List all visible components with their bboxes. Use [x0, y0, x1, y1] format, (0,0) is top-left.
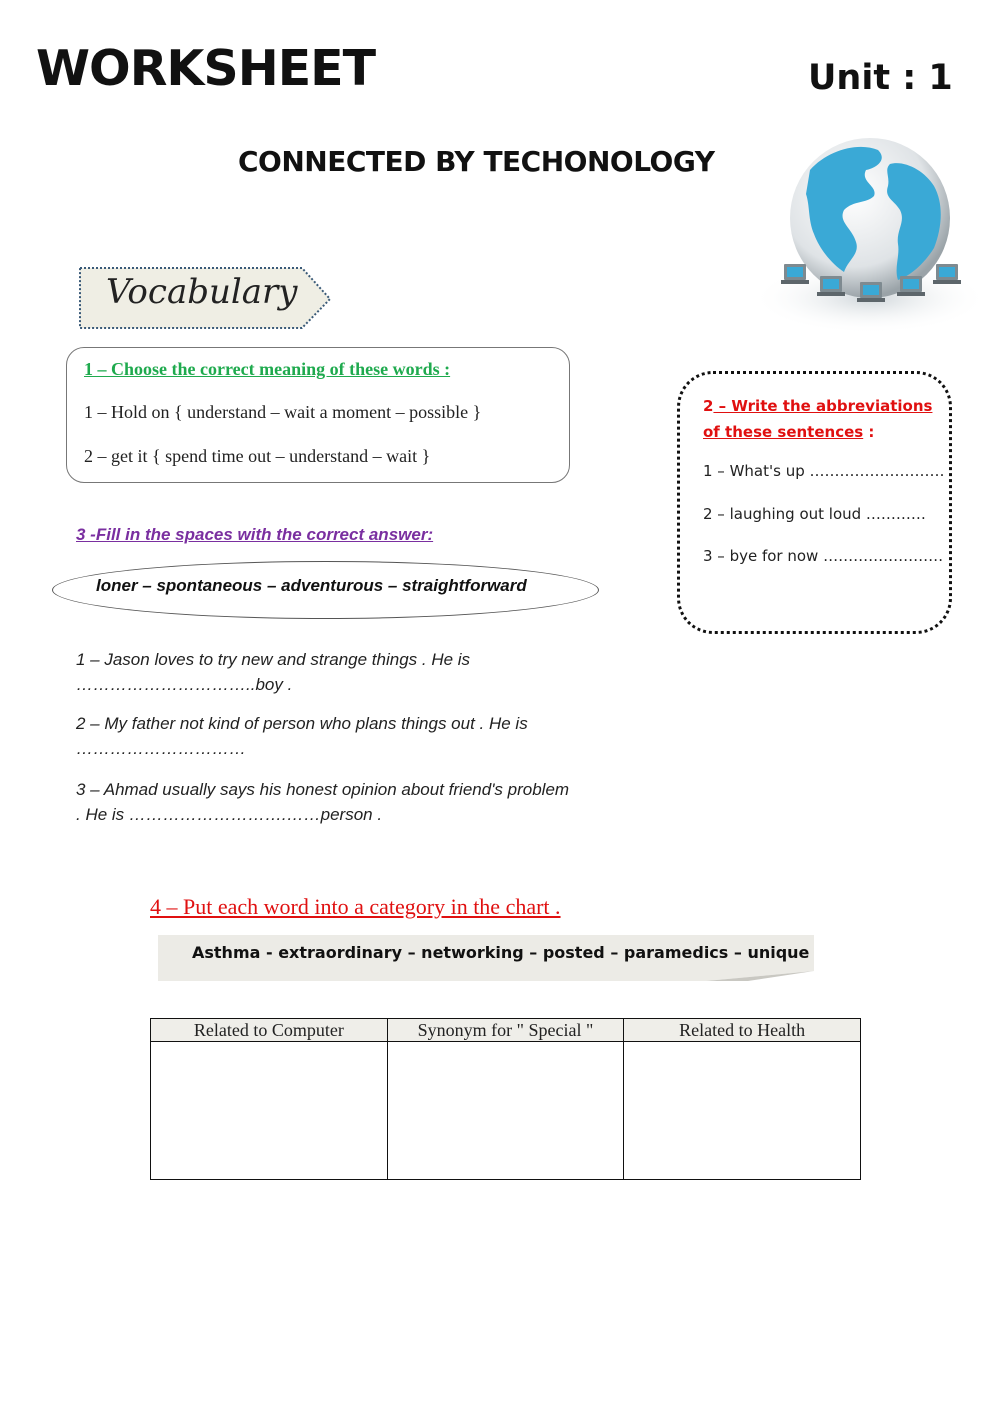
- category-chart: [150, 1018, 861, 1180]
- question-3-word-bank: loner – spontaneous – adventurous – straightforward: [96, 576, 527, 595]
- question-2-heading-colon: :: [863, 423, 875, 441]
- question-2-item: 1 – What's up ………………………: [703, 462, 945, 480]
- question-1-heading: 1 – Choose the correct meaning of these words :: [84, 359, 451, 379]
- question-2-number: 2: [703, 397, 714, 415]
- answer-cell-health[interactable]: [624, 1042, 861, 1180]
- question-1-item: 1 – Hold on { understand – wait a moment – possible }: [84, 402, 482, 422]
- question-4-heading: 4 – Put each word into a category in the chart .: [150, 894, 561, 919]
- chart-answer-row: [151, 1042, 861, 1180]
- chart-header-health: Related to Health: [624, 1019, 861, 1042]
- question-2-item: 3 – bye for now ……………………: [703, 547, 944, 565]
- question-2-item: 2 – laughing out loud …………: [703, 505, 926, 523]
- question-1-item: 2 – get it { spend time out – understand – wait }: [84, 446, 431, 466]
- question-3-item: 2 – My father not kind of person who plans things out . He is …………………………: [76, 714, 528, 758]
- question-2-heading: [703, 393, 933, 445]
- worksheet-title: WORKSHEET: [36, 40, 376, 97]
- chart-header-special: Synonym for " Special ": [387, 1019, 624, 1042]
- chart-header-computer: Related to Computer: [151, 1019, 388, 1042]
- question-4-word-bank: Asthma - extraordinary – networking – posted – paramedics – unique: [192, 943, 810, 962]
- answer-cell-computer[interactable]: [151, 1042, 388, 1180]
- globe-network-icon: [748, 130, 992, 340]
- vocabulary-label: Vocabulary: [106, 272, 298, 312]
- question-3-item: 3 – Ahmad usually says his honest opinion about friend's problem . He is ……………………….……person .: [76, 780, 570, 824]
- chart-header-row: [151, 1019, 861, 1042]
- unit-label: Unit : 1: [808, 58, 953, 98]
- question-3-heading: 3 -Fill in the spaces with the correct answer:: [76, 525, 434, 544]
- question-2-heading-text: – Write the abbreviations of these sentences: [703, 397, 933, 441]
- page-subtitle: CONNECTED BY TECHONOLOGY: [238, 145, 715, 178]
- question-3-item: 1 – Jason loves to try new and strange things . He is …………………………..boy .: [76, 650, 471, 694]
- answer-cell-special[interactable]: [387, 1042, 624, 1180]
